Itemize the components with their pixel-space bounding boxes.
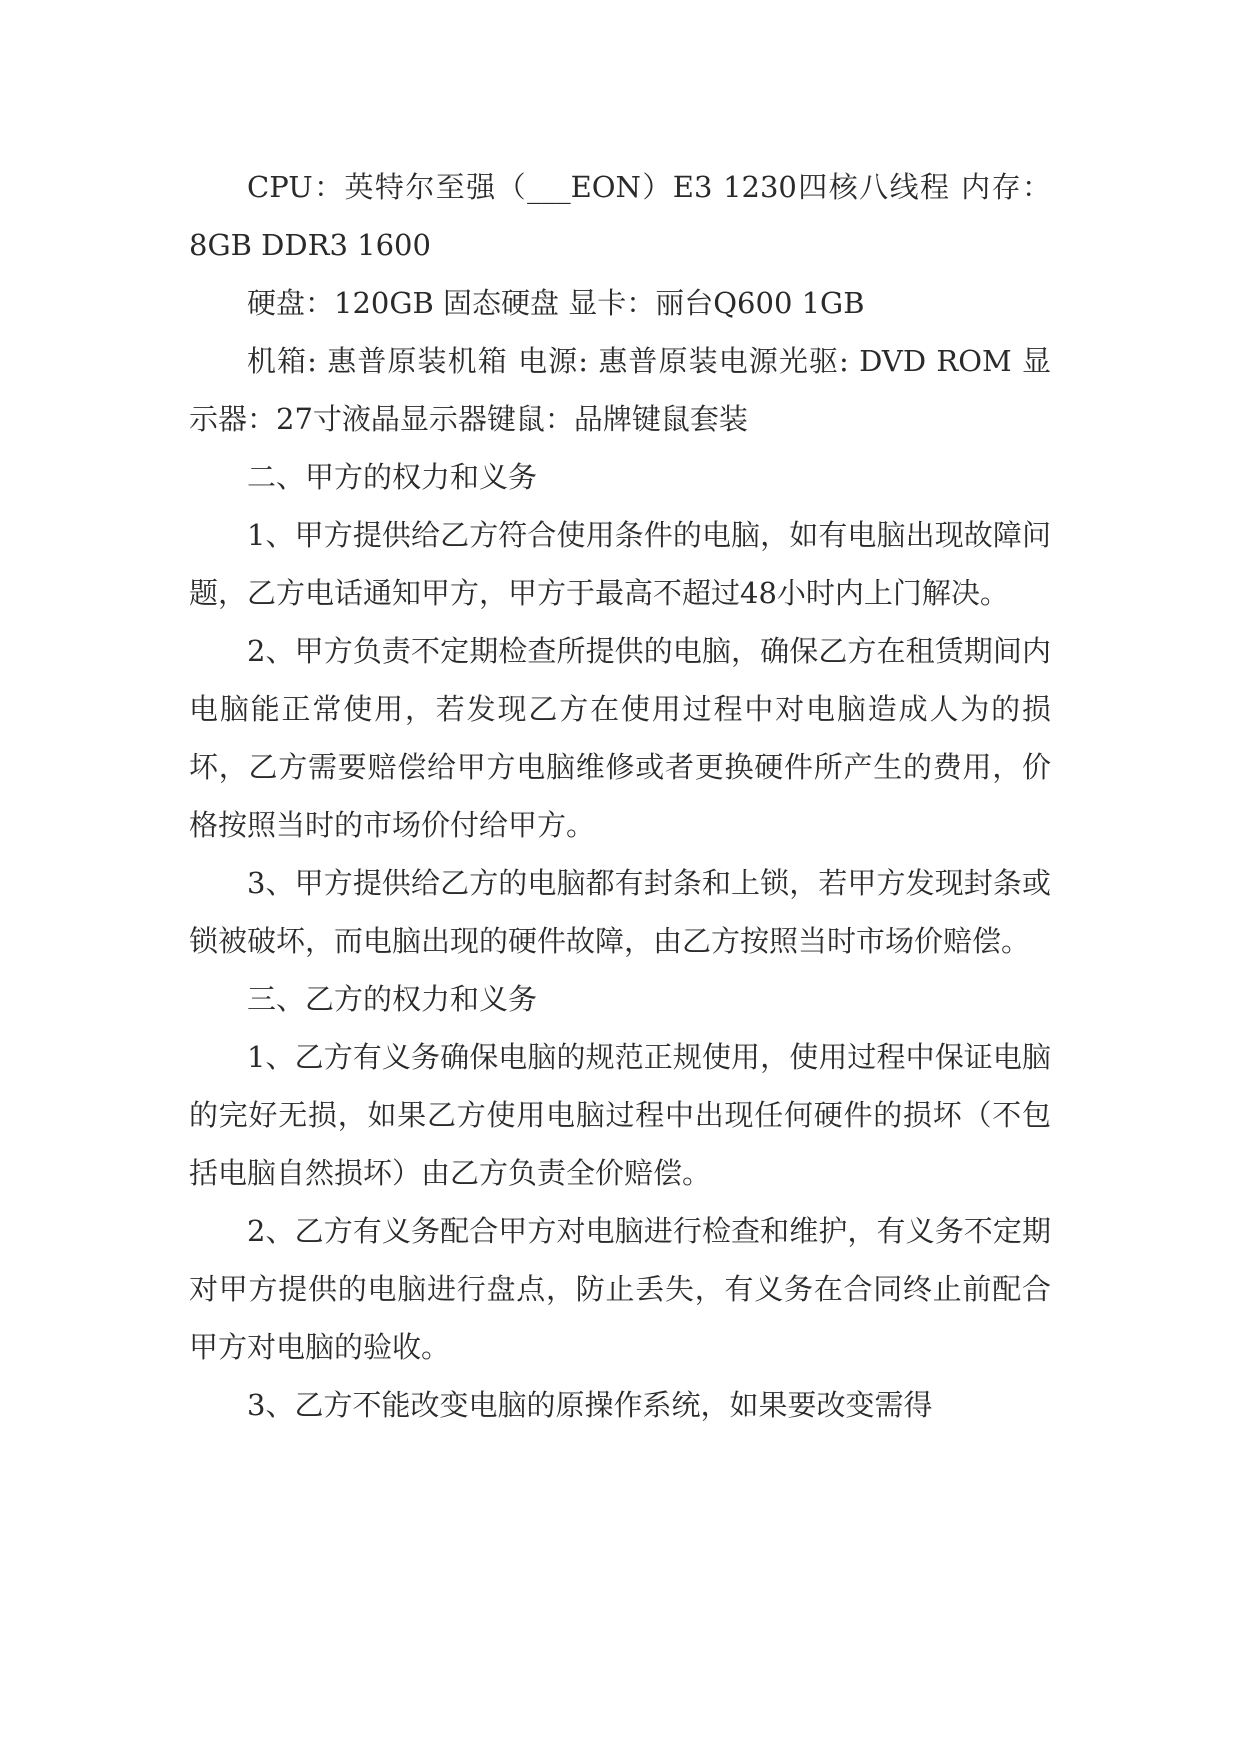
party-a-clause-3: 3、甲方提供给乙方的电脑都有封条和上锁，若甲方发现封条或锁被破坏，而电脑出现的硬件故障，由乙方按照当时市场价赔偿。 — [189, 866, 1051, 958]
section-heading-party-a: 二、甲方的权力和义务 — [247, 460, 538, 494]
document-body — [189, 158, 1051, 1434]
party-b-clause-1: 1、乙方有义务确保电脑的规范正规使用，使用过程中保证电脑的完好无损，如果乙方使用电脑过程中出现任何硬件的损坏（不包括电脑自然损坏）由乙方负责全价赔偿。 — [189, 1040, 1051, 1190]
party-a-clause-1: 1、甲方提供给乙方符合使用条件的电脑，如有电脑出现故障问题，乙方电话通知甲方，甲方于最高不超过48小时内上门解决。 — [189, 518, 1051, 610]
party-b-clause-2: 2、乙方有义务配合甲方对电脑进行检查和维护，有义务不定期对甲方提供的电脑进行盘点，防止丢失，有义务在合同终止前配合甲方对电脑的验收。 — [189, 1214, 1051, 1364]
spec-cpu-memory-paragraph: CPU：英特尔至强（___EON）E3 1230四核八线程 内存：8GB DDR3 1600 — [189, 170, 1051, 262]
spec-case-power-paragraph: 机箱: 惠普原装机箱 电源: 惠普原装电源光驱: DVD ROM 显示器：27寸液晶显示器键鼠：品牌键鼠套装 — [189, 344, 1051, 436]
spec-disk-gpu-paragraph: 硬盘：120GB 固态硬盘 显卡：丽台Q600 1GB — [247, 286, 865, 320]
party-a-clause-2: 2、甲方负责不定期检查所提供的电脑，确保乙方在租赁期间内电脑能正常使用，若发现乙方在使用过程中对电脑造成人为的损坏，乙方需要赔偿给甲方电脑维修或者更换硬件所产生的费用，价格按照当时的市场价付给甲方。 — [189, 634, 1051, 842]
section-heading-party-b: 三、乙方的权力和义务 — [247, 982, 538, 1016]
party-b-clause-3: 3、乙方不能改变电脑的原操作系统，如果要改变需得 — [247, 1388, 933, 1422]
